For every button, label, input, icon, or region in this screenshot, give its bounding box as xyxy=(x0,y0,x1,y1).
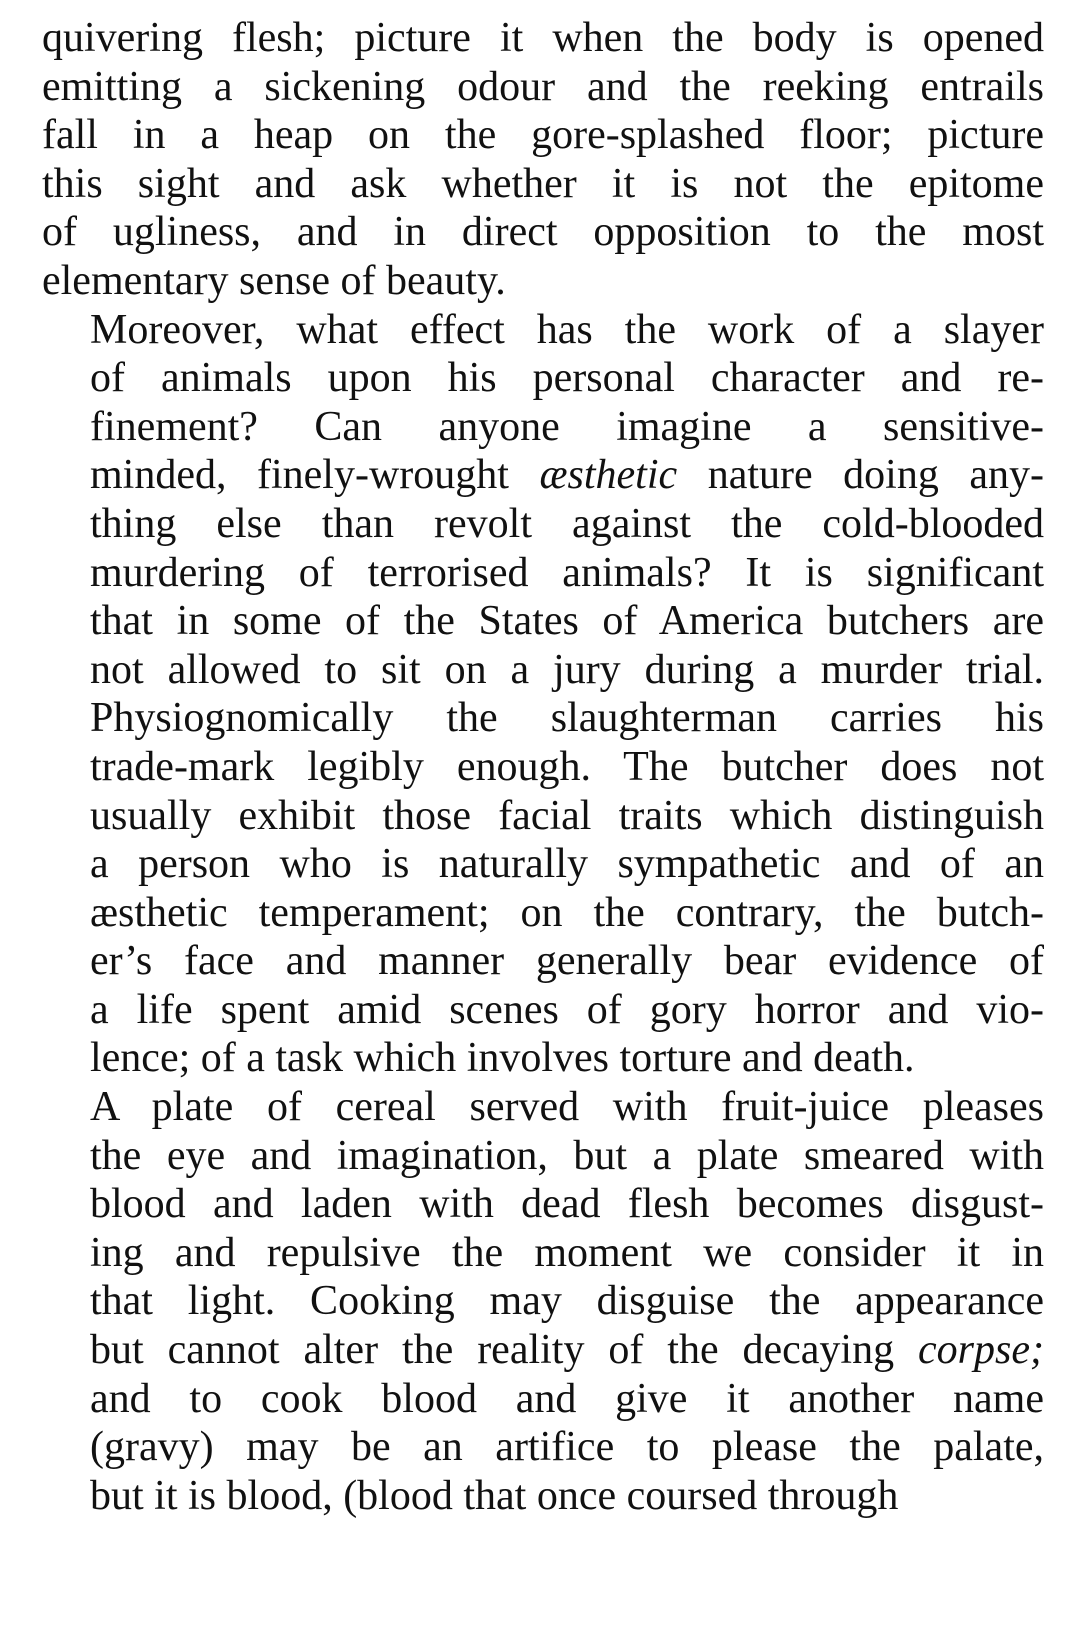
text-line: lence; of a task which involves torture and death. xyxy=(90,1035,915,1082)
text-line: thing else than revolt against the cold-blooded xyxy=(90,500,1044,547)
text-line: æsthetic temperament; on the contrary, the butch- xyxy=(90,889,1044,936)
text-line: Moreover, what effect has the work of a slayer xyxy=(90,306,1044,353)
text-line: emitting a sickening odour and the reeking entrails xyxy=(42,63,1044,110)
text-line: that in some of the States of America butchers are xyxy=(90,598,1044,645)
paragraph-2 xyxy=(42,306,1044,1084)
text-line: the eye and imagination, but a plate smeared with xyxy=(90,1132,1044,1179)
text-line: not allowed to sit on a jury during a murder trial. xyxy=(90,646,1044,693)
text-line: quivering flesh; picture it when the body is opened xyxy=(42,15,1044,61)
text-line: of animals upon his personal character and re- xyxy=(90,355,1044,402)
document-page xyxy=(42,14,1044,1520)
text-line: but cannot alter the reality of the decaying corpse; xyxy=(90,1327,1044,1374)
text-line: murdering of terrorised animals? It is significant xyxy=(90,549,1044,596)
text-line: that light. Cooking may disguise the appearance xyxy=(90,1278,1044,1325)
text-line: and to cook blood and give it another name xyxy=(90,1375,1044,1422)
text-line: blood and laden with dead flesh becomes disgust- xyxy=(90,1181,1044,1228)
text-line: trade-mark legibly enough. The butcher does not xyxy=(90,743,1044,790)
text-line: (gravy) may be an artifice to please the palate, xyxy=(90,1424,1044,1471)
text-line: ing and repulsive the moment we consider it in xyxy=(90,1229,1044,1276)
text-line: a life spent amid scenes of gory horror and vio- xyxy=(90,986,1044,1033)
text-line: this sight and ask whether it is not the epitome xyxy=(42,160,1044,207)
text-line: elementary sense of beauty. xyxy=(42,257,506,304)
italic-word: æsthetic xyxy=(539,452,678,499)
text-line: usually exhibit those facial traits which distinguish xyxy=(90,792,1044,839)
text-line: Physiognomically the slaughterman carries his xyxy=(90,695,1044,742)
italic-word: corpse; xyxy=(918,1327,1044,1374)
text-line: minded, finely-wrought æsthetic nature doing any- xyxy=(90,452,1044,499)
text-line: A plate of cereal served with fruit-juice pleases xyxy=(90,1084,1044,1131)
text-line: er’s face and manner generally bear evidence of xyxy=(90,938,1044,985)
paragraph-3 xyxy=(42,1083,1044,1520)
text-line: fall in a heap on the gore-splashed floor; picture xyxy=(42,112,1044,159)
text-line: a person who is naturally sympathetic and of an xyxy=(90,841,1044,888)
text-line: of ugliness, and in direct opposition to the most xyxy=(42,209,1044,256)
paragraph-1 xyxy=(42,14,1044,306)
text-line: but it is blood, (blood that once coursed through xyxy=(90,1472,899,1519)
text-line: finement? Can anyone imagine a sensitive- xyxy=(90,403,1044,450)
